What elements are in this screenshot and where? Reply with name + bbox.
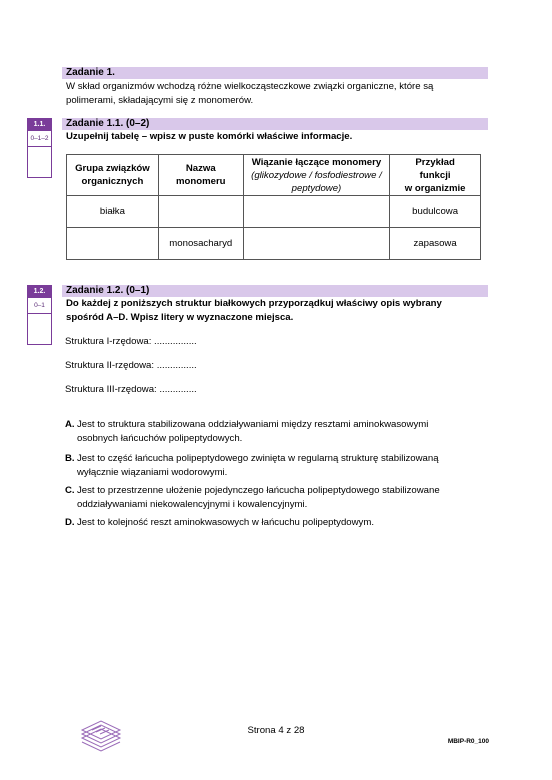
task-1-intro-line-1: W skład organizmów wchodzą różne wielkocząsteczkowe związki organiczne, które są xyxy=(66,81,434,92)
option-b xyxy=(65,452,485,480)
header-text: Grupa związków xyxy=(75,163,150,174)
option-letter: D. xyxy=(65,517,75,528)
header-text: (glikozydowe / fosfodiestrowe / xyxy=(251,169,382,181)
option-letter: A. xyxy=(65,419,75,430)
header-text: Przykład xyxy=(415,156,455,168)
page-number: Strona 4 z 28 xyxy=(247,725,305,736)
task-1-1-title: Zadanie 1.1. (0–2) xyxy=(66,118,150,129)
task-1-2-instruction-line-1: Do każdej z poniższych struktur białkowych przyporządkuj właściwy opis wybrany xyxy=(66,298,442,309)
option-text: Jest to kolejność reszt aminokwasowych w łańcuchu polipeptydowym. xyxy=(77,517,375,528)
header-text: Nazwa xyxy=(185,163,216,174)
task-1-1-score-box xyxy=(27,118,52,178)
header-text: peptydowe) xyxy=(291,182,342,194)
table-cell: zapasowa xyxy=(390,228,481,260)
option-text: wyłącznie wiązaniami wodorowymi. xyxy=(77,467,228,478)
header-text: w organizmie xyxy=(404,182,466,194)
header-function-example xyxy=(390,155,481,196)
option-text: Jest to przestrzenne ułożenie pojedynczego łańcucha polipeptydowego stabilizowane xyxy=(77,485,440,496)
task-1-1-instruction: Uzupełnij tabelę – wpisz w puste komórki właściwe informacje. xyxy=(66,131,353,142)
stacked-pages-logo-icon xyxy=(80,718,122,757)
option-a xyxy=(65,418,485,446)
answer-structure-3[interactable]: Struktura III-rzędowa: .............. xyxy=(65,384,197,395)
option-text: Jest to struktura stabilizowana oddziaływaniami między resztami aminokwasowymi xyxy=(77,419,429,430)
document-code: MBIP-R0_100 xyxy=(447,738,489,745)
monomer-table xyxy=(66,154,481,260)
task-1-1-points: 0–1–2 xyxy=(28,131,51,147)
table-cell: białka xyxy=(67,196,159,228)
header-text: organicznych xyxy=(81,176,144,187)
table-header-row xyxy=(67,155,481,196)
table-cell-answer[interactable] xyxy=(67,228,159,260)
table-cell-answer[interactable] xyxy=(243,228,390,260)
header-text: funkcji xyxy=(419,169,451,181)
header-text: Wiązanie łączące monomery xyxy=(251,156,382,168)
task-1-2-title: Zadanie 1.2. (0–1) xyxy=(66,285,150,296)
task-1-intro-line-2: polimerami, składającymi się z monomerów. xyxy=(66,95,254,106)
task-1-2-score-box xyxy=(27,285,52,345)
task-1-2-score-field[interactable] xyxy=(28,314,51,344)
task-1-1-number: 1.1. xyxy=(28,119,51,131)
header-text: monomeru xyxy=(175,176,226,187)
task-1-1-score-field[interactable] xyxy=(28,147,51,177)
option-text: osobnych łańcuchów polipeptydowych. xyxy=(77,433,243,444)
option-c xyxy=(65,484,485,512)
table-cell-answer[interactable] xyxy=(158,196,243,228)
table-cell: monosacharyd xyxy=(158,228,243,260)
option-letter: B. xyxy=(65,453,75,464)
header-monomer-name xyxy=(158,155,243,196)
task-1-2-number: 1.2. xyxy=(28,286,51,298)
option-text: Jest to część łańcucha polipeptydowego zwinięta w regularną strukturę stabilizowaną xyxy=(77,453,439,464)
task-1-2-points: 0–1 xyxy=(28,298,51,314)
table-row xyxy=(67,196,481,228)
option-d xyxy=(65,516,485,530)
table-row xyxy=(67,228,481,260)
task-1-header-bar xyxy=(62,67,488,79)
table-cell: budulcowa xyxy=(390,196,481,228)
option-letter: C. xyxy=(65,485,75,496)
answer-structure-2[interactable]: Struktura II-rzędowa: ............... xyxy=(65,360,197,371)
answer-structure-1[interactable]: Struktura I-rzędowa: ................ xyxy=(65,336,197,347)
header-compound-group xyxy=(67,155,159,196)
table-cell-answer[interactable] xyxy=(243,196,390,228)
option-text: oddziaływaniami niekowalencyjnymi i kowalencyjnymi. xyxy=(77,499,308,510)
task-1-2-instruction-line-2: spośród A–D. Wpisz litery w wyznaczone miejsca. xyxy=(66,312,294,323)
header-bond-type xyxy=(243,155,390,196)
task-1-title: Zadanie 1. xyxy=(66,67,115,78)
